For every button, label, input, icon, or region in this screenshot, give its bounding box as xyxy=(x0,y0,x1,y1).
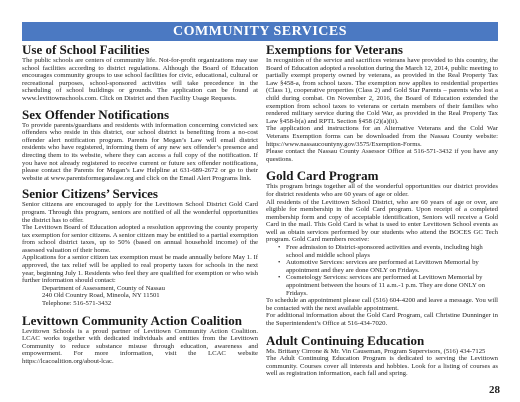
offender-section xyxy=(22,107,258,183)
veterans-heading: Exemptions for Veterans xyxy=(266,42,403,57)
veterans-paragraph-2: The application and instructions for an Alternative Veterans and the Cold War Veterans Exemption forms can be downloaded from the Nassau County website: https://www.nassaucountyny.gov/3575/Exemption-Forms. xyxy=(266,125,498,148)
list-item: • Cosmetology Services: services are performed at Levittown Memorial by appointment between the hours of 11 a.m.-1 p.m. They are done ONLY on Fridays. xyxy=(280,274,498,297)
senior-paragraph-1: Senior citizens are encouraged to apply for the Levittown School District Gold Card program. Through this program, seniors are notified of all the wonderful opportunities the district has to offer. xyxy=(22,201,258,224)
veterans-paragraph-3: Please contact the Nassau County Assessor Office at 516-571-3432 if you have any questions. xyxy=(266,148,498,163)
senior-section xyxy=(22,186,258,307)
adult-education-supervisors: Ms. Brittany Cirrone & Mr. Vin Causeman, Program Supervisors, (516) 434-7125 xyxy=(266,347,486,355)
adult-education-body: The Adult Continuing Education Program is dedicated to serving the Levittown community. Courses cover all interests and hobbies. Look for a listing of courses as well as registration information, each fall and spring. xyxy=(266,355,498,378)
gold-card-paragraph-3: To schedule an appointment please call (516) 604-4200 and leave a message. You will be contacted with the next available appointment. xyxy=(266,297,498,312)
gold-card-paragraph-2: All residents of the Levittown School District, who are 60 years of age or over, are eligible for membership in the Gold Card program. Upon receipt of a completed membership form and copy of acceptable identification, Seniors will receive a Gold Card in the mail. This Gold Card is what is used to enter Levittown School events as well as obtain services performed by our students who attend the BOCES GC Tech program. Gold Card members receive: xyxy=(266,198,498,244)
gold-card-heading: Gold Card Program xyxy=(266,168,379,184)
assessment-address-line-2: 240 Old Country Road, Mineola, NY 11501 xyxy=(42,292,160,300)
coalition-heading: Levittown Community Action Coalition xyxy=(22,312,242,328)
right-column xyxy=(266,42,498,378)
list-item: • Automotive Services: services are performed at Levittown Memorial by appointment and they are done ONLY on Fridays. xyxy=(280,259,498,274)
assessment-address-line-1: Department of Assessment, County of Nassau xyxy=(42,284,165,292)
facilities-body: The public schools are centers of community life. Not-for-profit organizations may use school facilities according to district regulations. Although the Board of Education encourages community groups to use school facilities for civic, educational, cultural or recreational purposes, school-sponsored activities will take precedence in the scheduling of school buildings or grounds. The application can be found at www.levittownschools.com. Click on District and then Facility Usage Requests. xyxy=(22,57,258,102)
veterans-paragraph-1: In recognition of the service and sacrifices veterans have provided to this country, the Board of Education adopted a resolution during the March 12, 2014, public meeting to partially exempt property owned by veterans, as provided in the Real Property Tax Law §458-a, from school taxes. The exemption now applies to residential properties (Class 1), cooperative properties (Class 2) and Gold Star Parents – parents who lost a child during combat. On November 2, 2016, the Board of Education extended the exemption from school taxes to veterans or certain members of their families who rendered military service during the Cold War, as provided in the Real Property Tax Law §458-b(a) and RPTL Section §458 (2)(a)(ii). xyxy=(266,57,498,125)
list-item: • Free admission to District-sponsored activities and events, including high school and middle school plays xyxy=(280,244,498,259)
coalition-section xyxy=(22,313,258,366)
adult-education-heading: Adult Continuing Education xyxy=(266,332,425,348)
offender-body: To provide parents/guardians and residents with information concerning convicted sex offenders who reside in this district, our school district is benefiting from a no-cost offender alert notification program. Parents for Megan’s Law will email district residents who have registered, informing them of any new sex offender’s presence and directing them to its website, where they can access a full copy of the notification. If you have not already registered to receive current or future sex offender notifications, please contact the Parents for Megan’s Law Helpline at 631-689-2672 or go to their website at www.parentsformeganslaw.org and click on the Email Alert Programs link. xyxy=(22,121,258,182)
senior-paragraph-3: Applications for a senior citizen tax exemption must be made annually before May 1. If approved, the tax relief will be applied to real property taxes for schools in the next year, beginning July 1. Residents who feel they are qualified for exemption or who wish further information should contact: xyxy=(22,254,258,285)
adult-education-section xyxy=(266,333,498,378)
facilities-section xyxy=(22,42,258,103)
gold-card-paragraph-1: This program brings together all of the wonderful opportunities our district provides for district residents who are 60 years of age or older. xyxy=(266,183,498,198)
coalition-body: Levittown Schools is a proud partner of Levittown Community Action Coalition. LCAC works together with dedicated individuals and entities from the Levittown Community to reduce substance misuse through education, awareness and empowerment. For more information, visit the LCAC website https://lcacoalition.org/about-lcac. xyxy=(22,327,258,365)
offender-heading: Sex Offender Notifications xyxy=(22,106,170,122)
gold-card-benefits-list xyxy=(266,244,498,297)
senior-heading: Senior Citizens’ Services xyxy=(22,186,158,202)
page-number: 28 xyxy=(489,384,500,396)
left-column xyxy=(22,42,258,366)
facilities-heading: Use of School Facilities xyxy=(22,42,150,57)
gold-card-section xyxy=(266,168,498,327)
assessment-phone: Telephone: 516-571-3432 xyxy=(42,300,112,308)
senior-paragraph-2: The Levittown Board of Education adopted a resolution approving the county property tax exemption for senior citizens. A senior citizen may be entitled to a partial exemption from school district taxes, up to 50% (based on annual household income) of the assessed valuation of their home. xyxy=(22,224,258,254)
gold-card-paragraph-4: For additional information about the Gold Card Program, call Christine Dunninger in the Superintendent’s Office at 516-434-7020. xyxy=(266,312,498,327)
veterans-section xyxy=(266,42,498,163)
section-banner: COMMUNITY SERVICES xyxy=(22,22,498,41)
